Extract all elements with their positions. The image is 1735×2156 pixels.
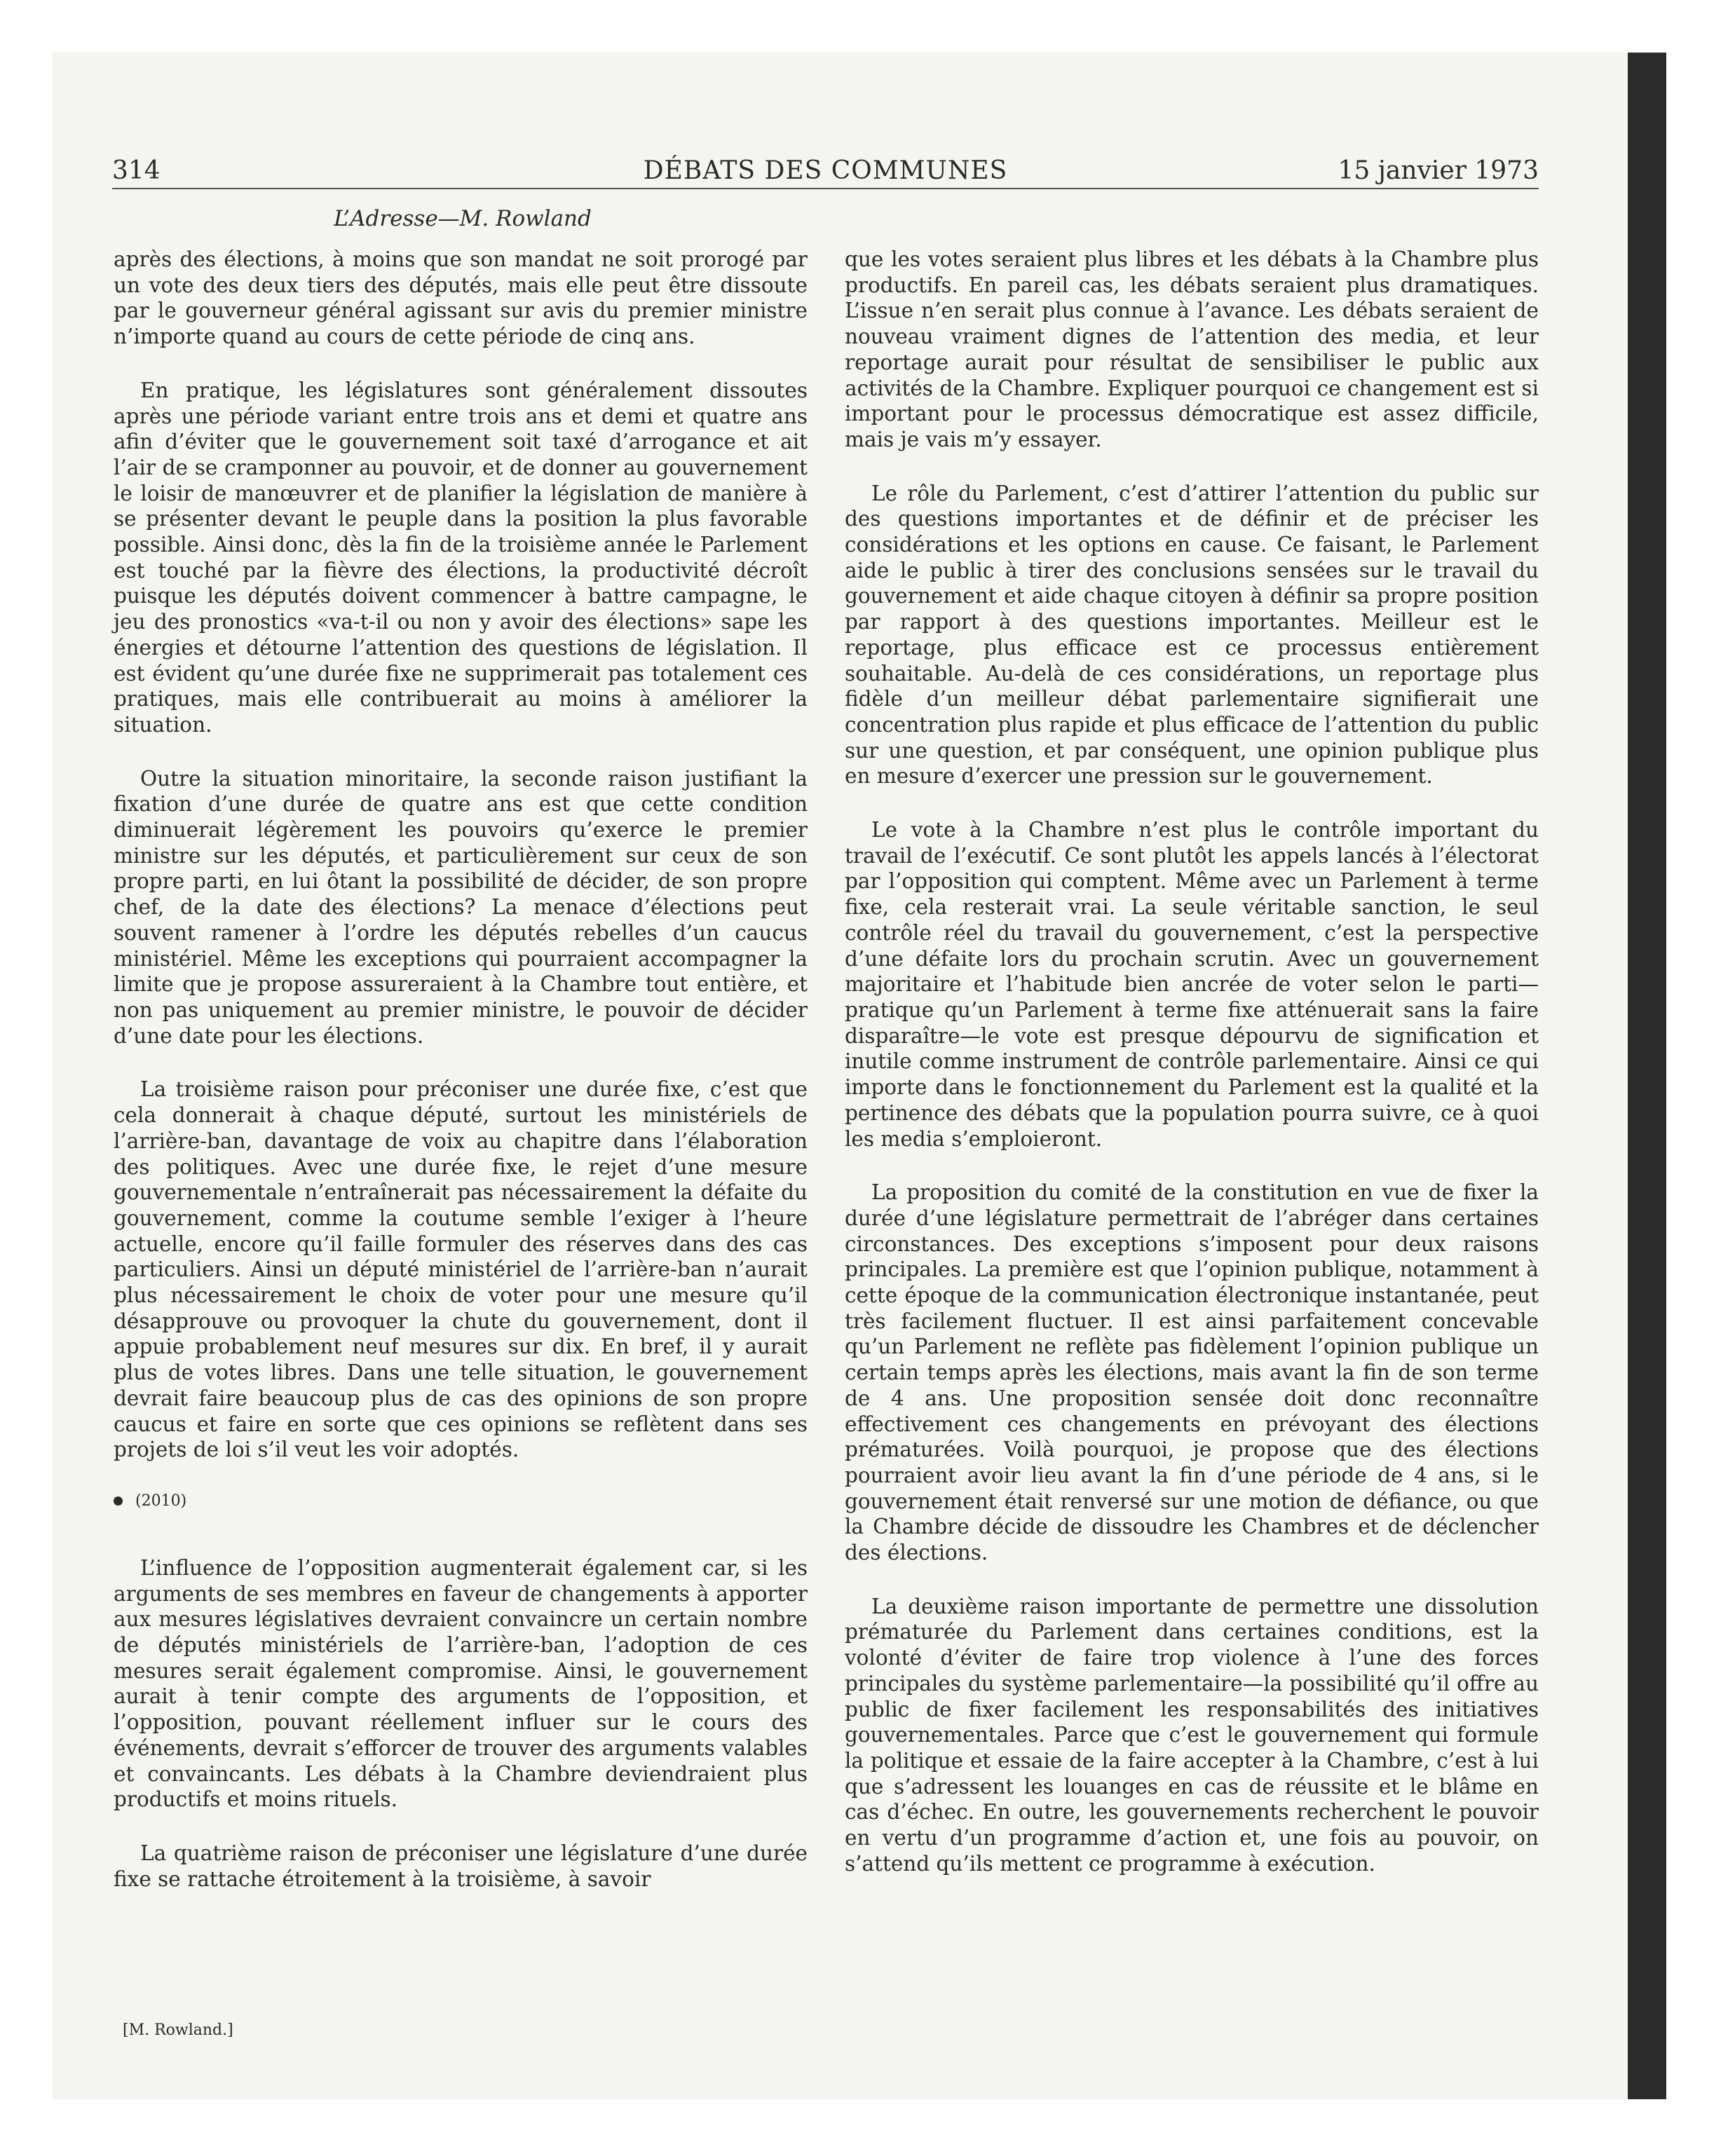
paragraph: Outre la situation minoritaire, la seconde raison justifiant la fixation d’une durée de quatre ans est que cette condition diminuerait légèrement les pouvoirs qu’exerce le premier ministre sur les députés, et particulièrement sur ceux de son propre parti, en lui ôtant la possibilité de décider, de son propre chef, de la date des élections? La menace d’élections peut souvent ramener à l’ordre les députés rebelles d’un caucus ministériel. Même les exceptions qui pourraient accompagner la limite que je propose assureraient à la Chambre tout entière, et non pas uniquement au premier ministre, le pouvoir de décider d’une date pour les élections. <box>114 766 808 1048</box>
debate-subheading: L’Adresse—M. Rowland <box>334 206 592 231</box>
publication-title: DÉBATS DES COMMUNES <box>643 156 1008 185</box>
speaker-tag: [M. Rowland.] <box>123 2021 233 2039</box>
paragraph: La proposition du comité de la constitution en vue de fixer la durée d’une législature permettrait de l’abréger dans certaines circonstances. Des exceptions s’imposent pour deux raisons principales. La première est que l’opinion publique, notamment à cette époque de la communication électronique instantanée, peut très facilement fluctuer. Il est ainsi parfaitement concevable qu’un Parlement ne reflète pas fidèlement l’opinion publique un certain temps après les élections, mais avant la fin de son terme de 4 ans. Une proposition sensée doit donc reconnaître effectivement ces changements en prévoyant des élections prématurées. Voilà pourquoi, je propose que des élections pourraient avoir lieu avant la fin d’une période de 4 ans, si le gouvernement était renversé sur une motion de défiance, ou que la Chambre décide de dissoudre les Chambres et de déclencher des élections. <box>845 1180 1539 1565</box>
paragraph: L’influence de l’opposition augmenterait également car, si les arguments de ses membres en faveur de changements à apporter aux mesures législatives devraient convaincre un certain nombre de députés ministériels de l’arrière-ban, l’adoption de ces mesures serait également compromise. Ainsi, le gouvernement aurait à tenir compte des arguments de l’opposition, et l’opposition, pouvant réellement influer sur le cours des événements, devrait s’efforcer de trouver des arguments valables et convaincants. Les débats à la Chambre deviendraient plus productifs et moins rituels. <box>114 1555 808 1812</box>
left-column <box>114 247 808 1920</box>
right-column <box>845 247 1539 1904</box>
paragraph: Le rôle du Parlement, c’est d’attirer l’attention du public sur des questions importantes et de définir et de préciser les considérations et les options en cause. Ce faisant, le Parlement aide le public à tirer des conclusions sensées sur le travail du gouvernement et aide chaque citoyen à définir sa propre position par rapport à des questions importantes. Meilleur est le reportage, plus efficace est ce processus entièrement souhaitable. Au-delà de ces considérations, un reportage plus fidèle d’un meilleur débat parlementaire signifierait une concentration plus rapide et plus efficace de l’attention du public sur une question, et par conséquent, une opinion publique plus en mesure d’exercer une pression sur le gouvernement. <box>845 481 1539 789</box>
paragraph: après des élections, à moins que son mandat ne soit prorogé par un vote des deux tiers des députés, mais elle peut être dissoute par le gouverneur général agissant sur avis du premier ministre n’importe quand au cours de cette période de cinq ans. <box>114 247 808 349</box>
time-marker-label: (2010) <box>135 1492 187 1510</box>
paragraph: La deuxième raison importante de permettre une dissolution prématurée du Parlement dans certaines conditions, est la volonté d’éviter de faire trop violence à l’une des forces principales du système parlementaire—la possibilité qu’il offre au public de fixer facilement les responsabilités des initiatives gouvernementales. Parce que c’est le gouvernement qui formule la politique et essaie de la faire accepter à la Chambre, c’est à lui que s’adressent les louanges en cas de réussite et le blâme en cas d’échec. En outre, les gouvernements recherchent le pouvoir en vertu d’un programme d’action et, une fois au pouvoir, on s’attend qu’ils mettent ce programme à exécution. <box>845 1594 1539 1876</box>
scan-edge-shadow <box>1628 53 1666 2099</box>
paragraph: Le vote à la Chambre n’est plus le contrôle important du travail de l’exécutif. Ce sont plutôt les appels lancés à l’électorat par l’opposition qui comptent. Même avec un Parlement à terme fixe, cela resterait vrai. La seule véritable sanction, le seul contrôle réel du travail du gouvernement, c’est la perspective d’une défaite lors du prochain scrutin. Avec un gouvernement majoritaire et l’habitude bien ancrée de voter selon le parti—pratique qu’un Parlement à terme fixe atténuerait sans la faire disparaître—le vote est presque dépourvu de signification et inutile comme instrument de contrôle parlementaire. Ainsi ce qui importe dans le fonctionnement du Parlement est la qualité et la pertinence des débats que la population pourra suivre, ce à quoi les media s’emploieront. <box>845 818 1539 1151</box>
time-marker <box>114 1491 808 1512</box>
page-number: 314 <box>112 156 161 185</box>
page-header <box>112 154 1539 189</box>
bullet-icon <box>114 1496 123 1506</box>
paragraph: La troisième raison pour préconiser une durée fixe, c’est que cela donnerait à chaque député, surtout les ministériels de l’arrière-ban, davantage de voix au chapitre dans l’élaboration des politiques. Avec une durée fixe, le rejet d’une mesure gouvernementale n’entraînerait pas nécessairement la défaite du gouvernement, comme la coutume semble l’exiger à l’heure actuelle, encore qu’il faille formuler des réserves dans des cas particuliers. Ainsi un député ministériel de l’arrière-ban n’aurait plus nécessairement le choix de voter pour une mesure qu’il désapprouve ou provoquer la chute du gouvernement, dont il appuie probablement neuf mesures sur dix. En bref, il y aurait plus de votes libres. Dans une telle situation, le gouvernement devrait faire beaucoup plus de cas des opinions de son propre caucus et faire en sorte que ces opinions se reflètent dans ses projets de loi s’il veut les voir adoptés. <box>114 1077 808 1462</box>
sitting-date: 15 janvier 1973 <box>1338 156 1539 185</box>
paragraph: En pratique, les législatures sont généralement dissoutes après une période variant entre trois ans et demi et quatre ans afin d’éviter que le gouvernement soit taxé d’arrogance et ait l’air de se cramponner au pouvoir, et de donner au gouvernement le loisir de manœuvrer et de planifier la législation de manière à se présenter devant le peuple dans la position la plus favorable possible. Ainsi donc, dès la fin de la troisième année le Parlement est touché par la fièvre des élections, la productivité décroît puisque les députés doivent commencer à battre campagne, le jeu des pronostics «va-t-il ou non y avoir des élections» sape les énergies et détourne l’attention des questions de législation. Il est évident qu’une durée fixe ne supprimerait pas totalement ces pratiques, mais elle contribuerait au moins à améliorer la situation. <box>114 378 808 737</box>
paragraph: que les votes seraient plus libres et les débats à la Chambre plus productifs. En pareil cas, les débats seraient plus dramatiques. L’issue n’en serait plus connue à l’avance. Les débats seraient de nouveau vraiment dignes de l’attention des media, et leur reportage aurait pour résultat de sensibiliser le public aux activités de la Chambre. Expliquer pourquoi ce changement est si important pour le processus démocratique est assez difficile, mais je vais m’y essayer. <box>845 247 1539 451</box>
paragraph: La quatrième raison de préconiser une législature d’une durée fixe se rattache étroitement à la troisième, à savoir <box>114 1841 808 1891</box>
